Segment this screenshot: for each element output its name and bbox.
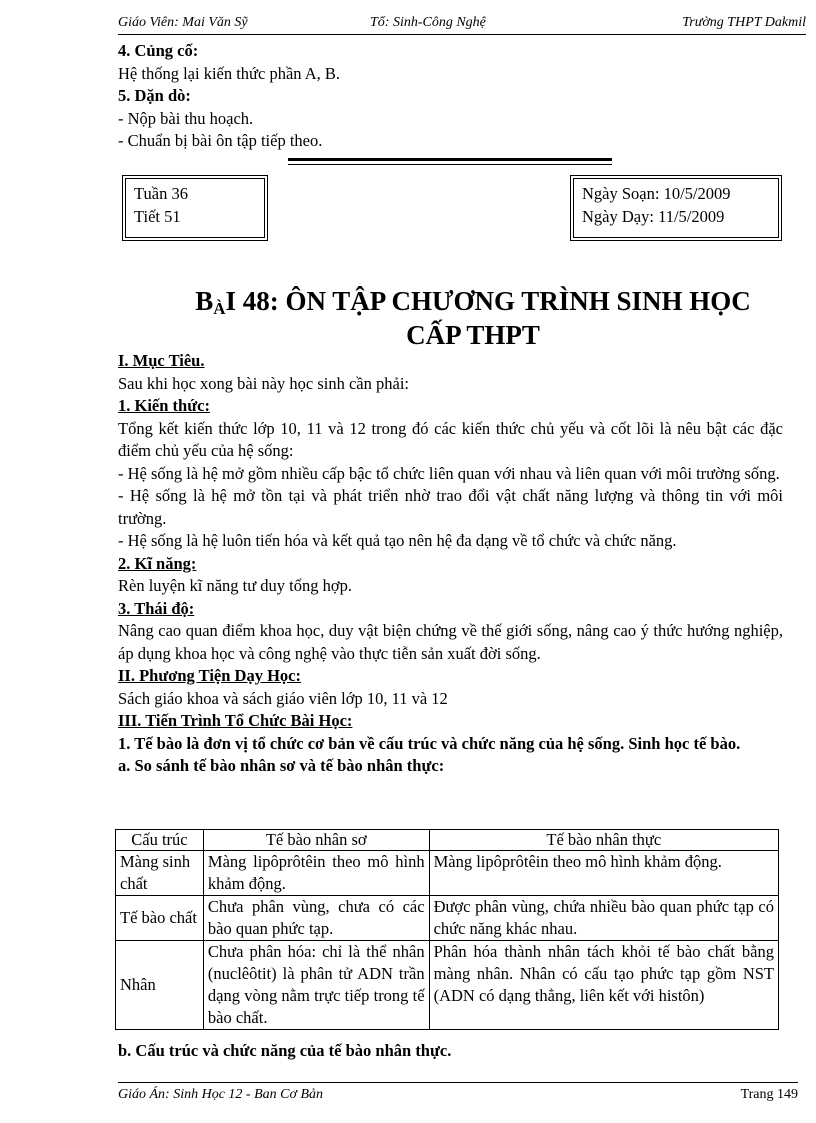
title-rest: I 48: ÔN TẬP CHƯƠNG TRÌNH SINH HỌC bbox=[225, 286, 751, 316]
table-row bbox=[116, 851, 779, 896]
heading-ki-nang: 2. Kĩ năng: bbox=[118, 553, 197, 573]
comparison-table bbox=[115, 829, 779, 1030]
prep-date: Ngày Soạn: 10/5/2009 bbox=[582, 184, 731, 203]
dates-box bbox=[570, 175, 782, 241]
table-cell-prokaryote: Chưa phân hóa: chỉ là thể nhân (nuclêôtit) là phân tử ADN trần dạng vòng nằm trực tiếp trong tế bào chất. bbox=[203, 941, 429, 1030]
table-cell-eukaryote: Màng lipôprôtêin theo mô hình khảm động. bbox=[429, 851, 778, 896]
section-b bbox=[118, 1040, 783, 1063]
text-dan-do-1: - Nộp bài thu hoạch. bbox=[118, 108, 254, 128]
page-header bbox=[118, 12, 806, 35]
text-thai-do: Nâng cao quan điểm khoa học, duy vật biện chứng về thế giới sống, nâng cao ý thức hướng nghiệp, áp dụng khoa học và công nghệ vào thực tiễn sản xuất đời sống. bbox=[118, 621, 783, 663]
heading-muc-a: a. So sánh tế bào nhân sơ và tế bào nhân thực: bbox=[118, 756, 445, 775]
header-teacher: Giáo Viên: Mai Văn Sỹ bbox=[118, 15, 248, 30]
heading-phuong-tien: II. Phương Tiện Dạy Học: bbox=[118, 666, 301, 685]
heading-muc-b: b. Cấu trúc và chức năng của tế bào nhân thực. bbox=[118, 1041, 452, 1060]
page-footer bbox=[118, 1082, 798, 1107]
text-kien-thuc-bullet-2: - Hệ sống là hệ mở tồn tại và phát triển nhờ trao đổi vật chất năng lượng và thông tin với môi trường. bbox=[118, 486, 783, 528]
text-phuong-tien: Sách giáo khoa và sách giáo viên lớp 10, 11 và 12 bbox=[118, 688, 448, 708]
period-label: Tiết 51 bbox=[134, 206, 181, 226]
table-row bbox=[116, 941, 779, 1030]
header-department: Tổ: Sinh-Công Nghệ bbox=[370, 15, 486, 30]
heading-kien-thuc: 1. Kiến thức: bbox=[118, 396, 210, 415]
table-header-cell: Tế bào nhân sơ bbox=[203, 830, 429, 851]
table-cell-structure: Tế bào chất bbox=[116, 896, 204, 941]
table-cell-eukaryote: Phân hóa thành nhân tách khỏi tế bào chất bằng màng nhân. Nhân có cấu tạo phức tạp gồm NST (ADN có dạng thẳng, liên kết với histôn) bbox=[429, 941, 778, 1030]
week-label: Tuần 36 bbox=[134, 184, 188, 203]
table-cell-prokaryote: Chưa phân vùng, chưa có các bào quan phức tạp. bbox=[203, 896, 429, 941]
text-dan-do-2: - Chuẩn bị bài ôn tập tiếp theo. bbox=[118, 131, 323, 150]
heading-thai-do: 3. Thái độ: bbox=[118, 598, 195, 618]
heading-muc-tieu: I. Mục Tiêu. bbox=[118, 351, 205, 370]
table-row bbox=[116, 896, 779, 941]
heading-tien-trinh: III. Tiến Trình Tổ Chức Bài Học: bbox=[118, 711, 353, 730]
text-muc-tieu-intro: Sau khi học xong bài này học sinh cần phải: bbox=[118, 373, 409, 393]
table-cell-prokaryote: Màng lipôprôtêin theo mô hình khảm động. bbox=[203, 851, 429, 896]
separator-thin bbox=[288, 164, 612, 165]
text-kien-thuc-bullet-1: - Hệ sống là hệ mở gồm nhiều cấp bậc tổ chức liên quan với nhau và liên quan với môi trường sống. bbox=[118, 463, 780, 483]
header-school: Trường THPT Dakmil bbox=[682, 15, 806, 30]
heading-dan-do: 5. Dặn dò: bbox=[118, 86, 191, 105]
prev-lesson-end bbox=[118, 40, 783, 153]
text-ki-nang: Rèn luyện kĩ năng tư duy tổng hợp. bbox=[118, 576, 352, 595]
footer-course: Giáo Án: Sinh Học 12 - Ban Cơ Bản bbox=[118, 1087, 324, 1102]
lesson-body bbox=[118, 350, 783, 778]
heading-cung-co: 4. Củng cố: bbox=[118, 41, 199, 60]
table-cell-structure: Màng sinh chất bbox=[116, 851, 204, 896]
table-header-cell: Tế bào nhân thực bbox=[429, 830, 778, 851]
table-cell-eukaryote: Được phân vùng, chứa nhiều bào quan phức tạp có chức năng khác nhau. bbox=[429, 896, 778, 941]
text-kien-thuc: Tổng kết kiến thức lớp 10, 11 và 12 trong đó các kiến thức chủ yếu và cốt lõi là nêu bật các đặc điểm chủ yếu của hệ sống: bbox=[118, 418, 783, 460]
week-period-box bbox=[122, 175, 268, 241]
table-cell-structure: Nhân bbox=[116, 941, 204, 1030]
lesson-title-line2: CẤP THPT bbox=[406, 320, 540, 350]
title-small-letter: À bbox=[213, 299, 226, 318]
text-cung-co: Hệ thống lại kiến thức phần A, B. bbox=[118, 63, 341, 83]
text-kien-thuc-bullet-3: - Hệ sống là hệ luôn tiến hóa và kết quả tạo nên hệ đa dạng về tổ chức và chức năng. bbox=[118, 531, 677, 550]
title-prefix: B bbox=[195, 286, 214, 316]
footer-page-number: Trang 149 bbox=[740, 1087, 798, 1102]
separator-thick bbox=[288, 158, 612, 161]
heading-muc-1: 1. Tế bào là đơn vị tổ chức cơ bản về cấu trúc và chức năng của hệ sống. Sinh học tế bào. bbox=[118, 733, 741, 753]
table-header-cell: Cấu trúc bbox=[116, 830, 204, 851]
teach-date: Ngày Dạy: 11/5/2009 bbox=[582, 206, 725, 226]
table-header-row bbox=[116, 830, 779, 851]
